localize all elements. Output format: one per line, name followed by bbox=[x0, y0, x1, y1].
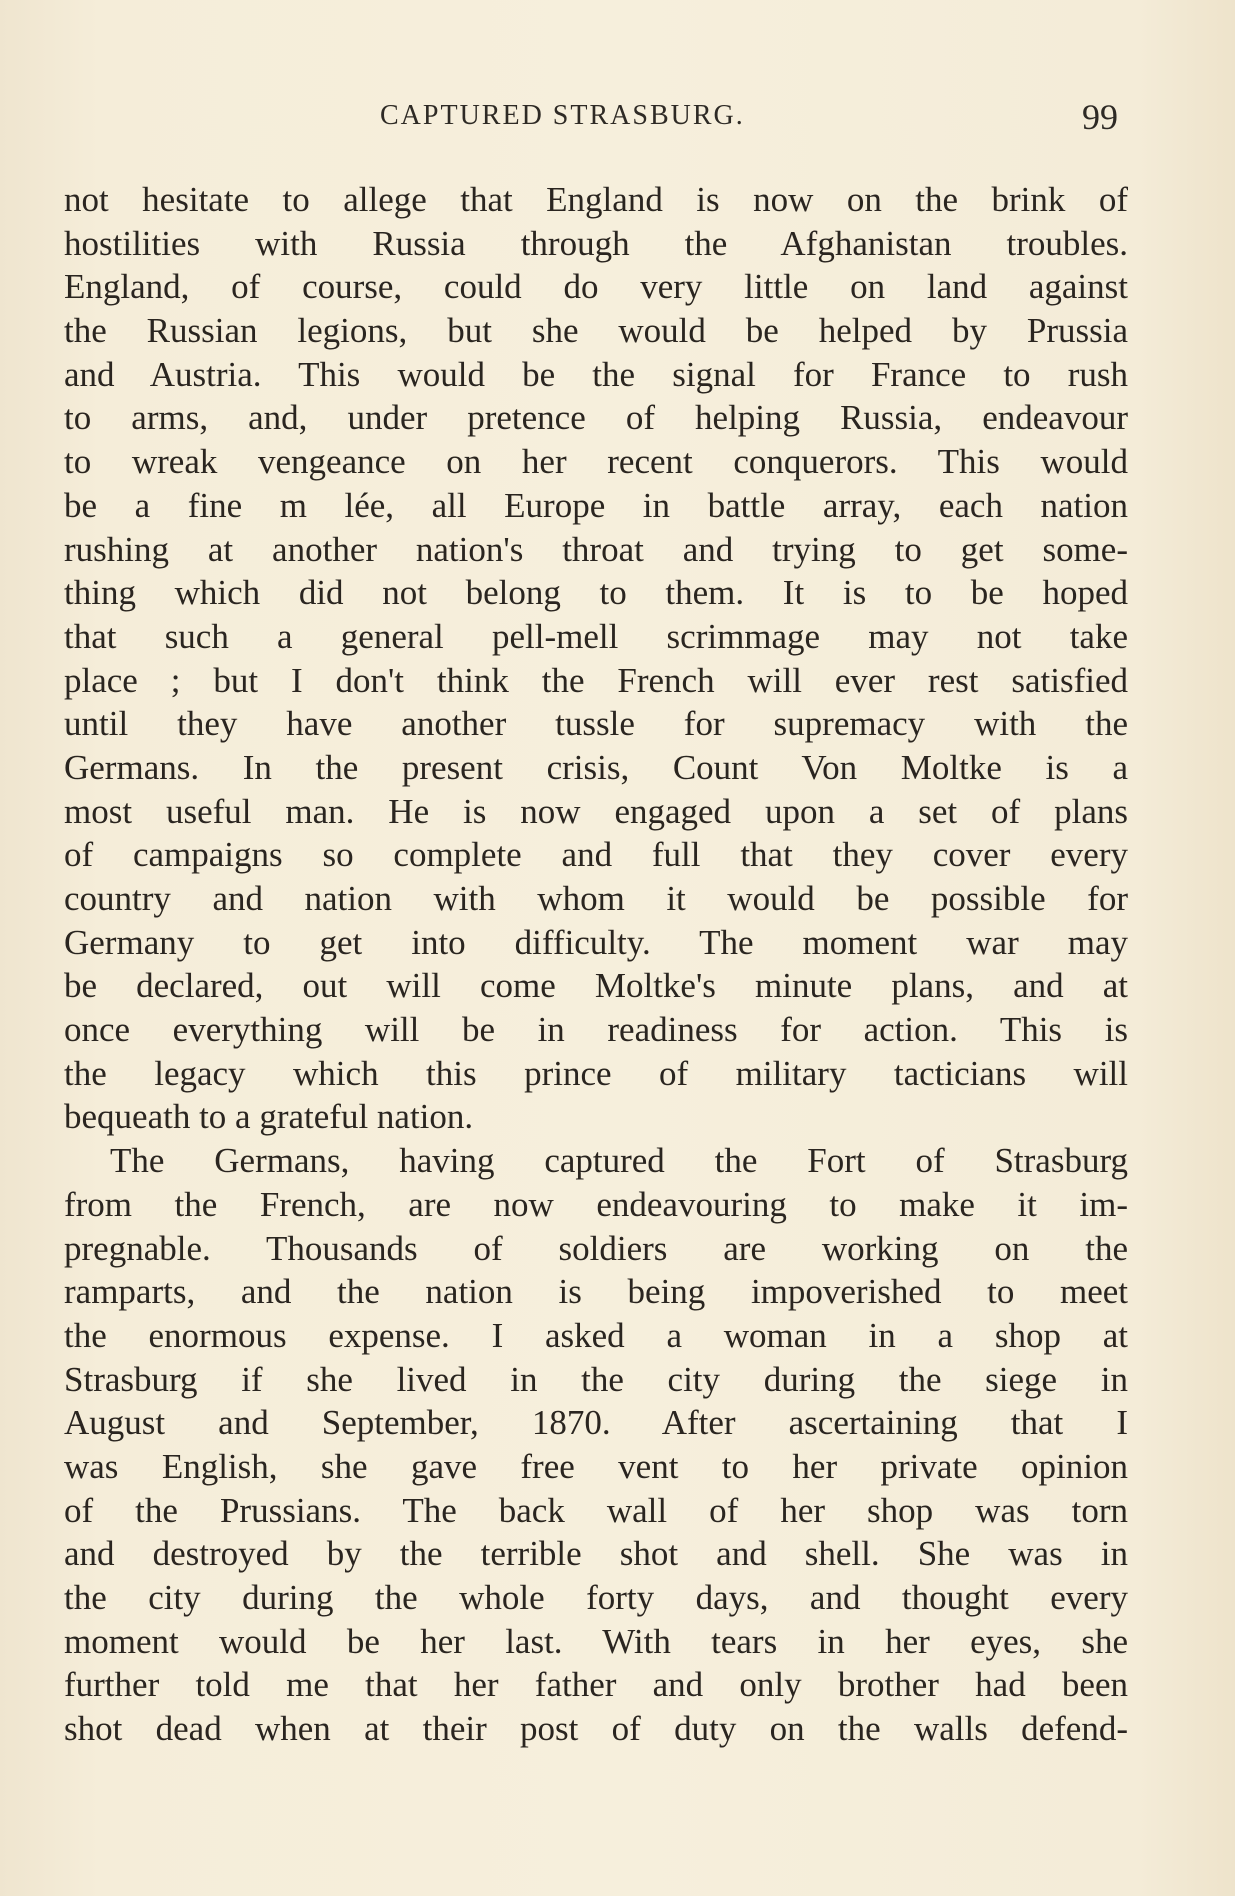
text-line: shot dead when at their post of duty on the walls defend- bbox=[64, 1709, 1128, 1749]
text-line: of campaigns so complete and full that they cover every bbox=[64, 835, 1128, 875]
text-line: Strasburg if she lived in the city during the siege in bbox=[64, 1359, 1128, 1399]
running-head-title: CAPTURED STRASBURG. bbox=[380, 100, 745, 131]
text-line: to wreak vengeance on her recent conquerors. This would bbox=[64, 442, 1128, 482]
paragraph bbox=[64, 178, 1128, 1139]
text-line: once everything will be in readiness for action. This is bbox=[64, 1010, 1128, 1050]
text-line: be declared, out will come Moltke's minute plans, and at bbox=[64, 966, 1128, 1006]
text-line: of the Prussians. The back wall of her shop was torn bbox=[64, 1490, 1128, 1530]
text-line: country and nation with whom it would be possible for bbox=[64, 879, 1128, 918]
text-line: ramparts, and the nation is being impoverished to meet bbox=[64, 1272, 1128, 1312]
body-text bbox=[64, 178, 1128, 1751]
text-line: most useful man. He is now engaged upon a set of plans bbox=[64, 791, 1128, 831]
text-line: be a fine m lée, all Europe in battle array, each nation bbox=[64, 485, 1128, 525]
running-head bbox=[0, 96, 1235, 136]
text-line: August and September, 1870. After ascertaining that I bbox=[64, 1403, 1128, 1443]
page-number: 99 bbox=[1082, 97, 1118, 137]
text-line: bequeath to a grateful nation. bbox=[64, 1097, 474, 1137]
text-line: thing which did not belong to them. It is to be hoped bbox=[64, 573, 1128, 613]
text-line: the city during the whole forty days, and thought every bbox=[64, 1578, 1128, 1617]
text-line: from the French, are now endeavouring to make it im- bbox=[64, 1184, 1128, 1224]
text-line: until they have another tussle for supremacy with the bbox=[64, 704, 1128, 744]
text-line: rushing at another nation's throat and trying to get some- bbox=[64, 529, 1128, 569]
text-line: pregnable. Thousands of soldiers are working on the bbox=[64, 1228, 1128, 1268]
text-line: was English, she gave free vent to her private opinion bbox=[64, 1446, 1128, 1486]
paragraph bbox=[64, 1139, 1128, 1751]
text-line: the Russian legions, but she would be helped by Prussia bbox=[64, 311, 1128, 351]
text-line: the legacy which this prince of military tacticians will bbox=[64, 1053, 1128, 1093]
text-line: and Austria. This would be the signal for France to rush bbox=[64, 354, 1128, 394]
text-line: further told me that her father and only brother had been bbox=[64, 1665, 1128, 1705]
text-line: and destroyed by the terrible shot and shell. She was in bbox=[64, 1534, 1128, 1574]
text-line: England, of course, could do very little on land against bbox=[64, 267, 1128, 307]
text-line: Germans. In the present crisis, Count Von Moltke is a bbox=[64, 747, 1128, 787]
text-line: that such a general pell-mell scrimmage may not take bbox=[64, 616, 1128, 656]
text-line: not hesitate to allege that England is now on the brink of bbox=[64, 180, 1128, 219]
text-line: to arms, and, under pretence of helping Russia, endeavour bbox=[64, 398, 1128, 438]
text-line: the enormous expense. I asked a woman in a shop at bbox=[64, 1315, 1128, 1355]
text-line: place ; but I don't think the French will ever rest satisfied bbox=[64, 660, 1128, 700]
text-line: moment would be her last. With tears in her eyes, she bbox=[64, 1621, 1128, 1661]
text-line: The Germans, having captured the Fort of Strasburg bbox=[110, 1141, 1128, 1181]
text-line: hostilities with Russia through the Afghanistan troubles. bbox=[64, 223, 1128, 263]
text-line: Germany to get into difficulty. The moment war may bbox=[64, 922, 1128, 962]
